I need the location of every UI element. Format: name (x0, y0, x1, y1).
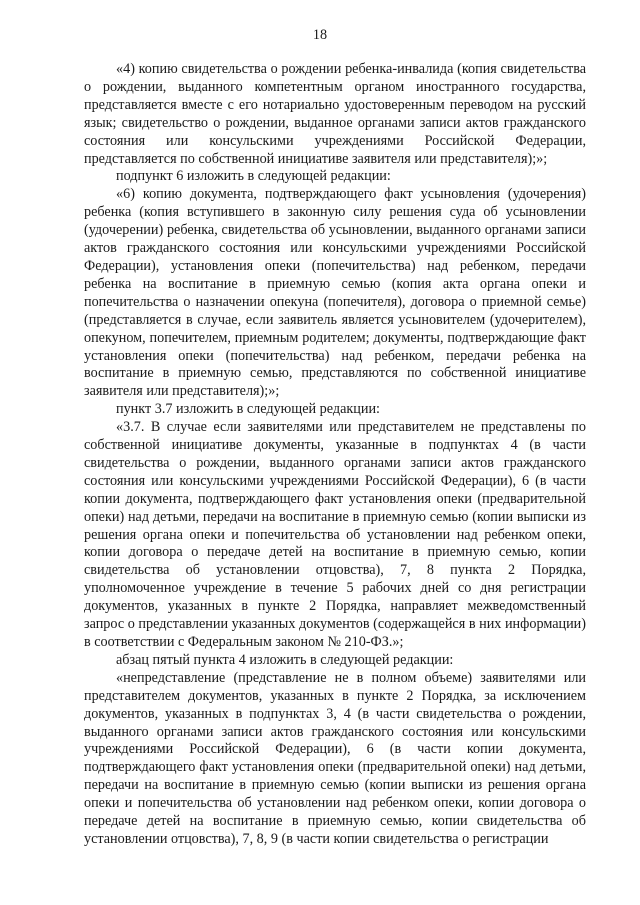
page-number: 18 (312, 27, 328, 43)
paragraph-item-3-7-text: «3.7. В случае если заявителями или представителем не представлены по собственной инициативе документы, указанные в подпунктах 4 (в части свидетельства о рождении, выданного органами записи актов гражданского состояния или консульскими учреждениями Российской Федерации), 6 (в части копии документа, подтверждающего факт установления опеки (предварительной опеки) над детьми, передачи на воспитание в приемную семью (копии выписки из решения органа опеки и попечительства об установлении над ребенком опеки, копии договора о передаче детей на воспитание в приемную семью, копии свидетельства об установлении отцовства), 7, 8 пункта 2 Порядка, уполномоченное учреждение в течение 5 рабочих дней со дня регистрации документов, указанных в пункте 2 Порядка, направляет межведомственный запрос о представлении указанных документов (содержащейся в них информации) в соответствии с Федеральным законом № 210-ФЗ.»; (84, 419, 586, 650)
paragraph-amend-item-3-7: пункт 3.7 изложить в следующей редакции: (116, 401, 380, 418)
paragraph-amend-item-4-abzac-5: абзац пятый пункта 4 изложить в следующей редакции: (116, 651, 454, 668)
paragraph-item-4-abzac-5-text: «непредставление (представление не в полном объеме) заявителями или представителем документов, указанных в пункте 2 Порядка, за исключением документов, указанных в подпунктах 3, 4 (в части свидетельства о рождении, выданного органами записи актов гражданского состояния или консульскими учреждениями Российской Федерации), 6 (в части копии документа, подтверждающего факт установления опеки (предварительной опеки) над детьми, передачи на воспитание в приемную семью (копии выписки из решения органа опеки и попечительства об установлении над ребенком опеки, копии договора о передаче детей на воспитание в приемную семью, копии свидетельства об установлении отцовства), 7, 8, 9 (в части копии свидетельства о регистрации (84, 669, 586, 847)
paragraph-subparagraph-4-text: «4) копию свидетельства о рождении ребенка-инвалида (копия свидетельства о рождении, выданного компетентным органом иностранного государства, представляется вместе с его нотариально удостоверенным переводом на русский язык; свидетельство о рождении, выданное органами записи актов гражданского состояния или консульскими учреждениями Российской Федерации, представляется по собственной инициативе заявителя или представителя);»; (84, 61, 586, 167)
document-body (84, 61, 586, 849)
paragraph-subparagraph-6-text: «6) копию документа, подтверждающего факт усыновления (удочерения) ребенка (копия вступившего в законную силу решения суда об усыновлении (удочерении) ребенка, свидетельства об усыновлении, выданного органами записи актов гражданского состояния или консульскими учреждениями Российской Федерации), установления опеки (попечительства) над ребенком, передачи ребенка на воспитание в приемную семью (копия акта органа опеки и попечительства о назначении опекуна (попечителя), договора о приемной семье) (представляется в случае, если заявитель является усыновителем (удочерителем), опекуном, попечителем, приемным родителем; документы, подтверждающие факт установления опеки (попечительства) над ребенком, передачи ребенка на воспитание в приемную семью, представляются по собственной инициативе заявителя или представителя);»; (84, 186, 586, 400)
paragraph-amend-subparagraph-6: подпункт 6 изложить в следующей редакции: (116, 168, 391, 185)
